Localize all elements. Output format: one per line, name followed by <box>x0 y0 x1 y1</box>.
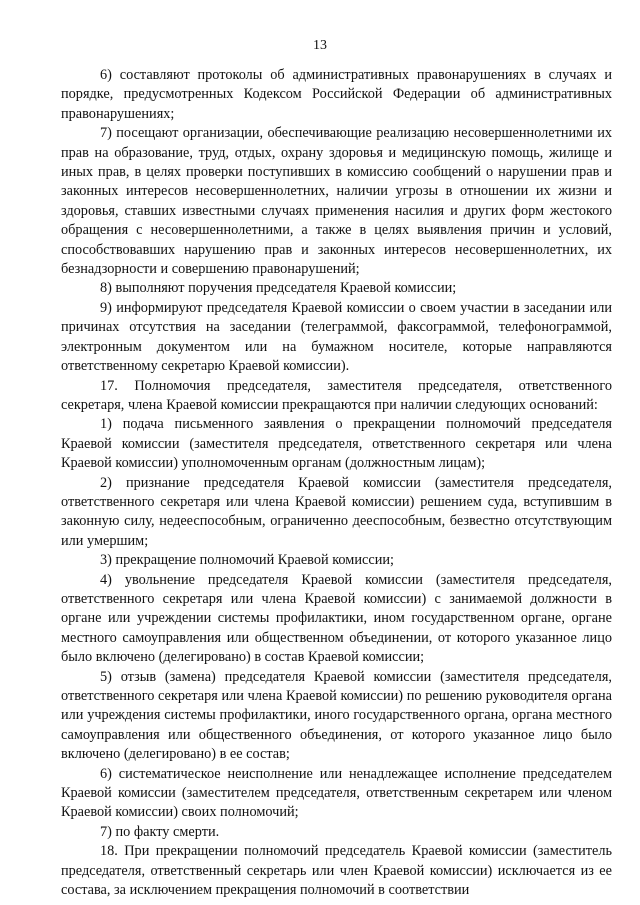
paragraph-ground-6: 6) систематическое неисполнение или ненадлежащее исполнение председателем Краевой комиссии (заместителем председателя, ответственным секретарем или членом Краевой комиссии) своих полномочий; <box>61 765 612 821</box>
page-number: 13 <box>313 38 327 53</box>
paragraph-ground-3: 3) прекращение полномочий Краевой комиссии; <box>100 552 394 569</box>
paragraph-item-7-visits: 7) посещают организации, обеспечивающие реализацию несовершеннолетними их прав на образование, труд, отдых, охрану здоровья и медицинскую помощь, жилище и иных прав, в целях проверки поступивших в комиссию сообщений о нарушении прав и законных интересов несовершеннолетних, наличии угрозы в отношении их жизни и здоровья, ставших известными случаях применения насилия и других форм жестокого обращения с несовершеннолетними, а также в целях выявления причин и условий, способствовавших нарушению прав и законных интересов несовершеннолетних, их безнадзорности и совершению правонарушений; <box>61 125 612 278</box>
paragraph-ground-2: 2) признание председателя Краевой комиссии (заместителя председателя, ответственного секретаря или члена Краевой комиссии) решением суда, вступившим в законную силу, недееспособным, ограниченно дееспособным, безвестно отсутствующим или умершим; <box>61 474 612 549</box>
paragraph-section-18: 18. При прекращении полномочий председатель Краевой комиссии (заместитель председателя, ответственный секретарь или член Краевой комиссии) исключается из ее состава, за исключением прекращения полномочий в соответствии <box>61 843 612 899</box>
paragraph-ground-4: 4) увольнение председателя Краевой комиссии (заместителя председателя, ответственного секретаря или члена Краевой комиссии) с занимаемой должности в органе или учреждении системы профилактики, ином государственном органе, органе местного самоуправления или общественном объединении, от которого указанное лицо было включено (делегировано) в состав Краевой комиссии; <box>61 571 612 666</box>
paragraph-section-17: 17. Полномочия председателя, заместителя председателя, ответственного секретаря, члена Краевой комиссии прекращаются при наличии следующих оснований: <box>61 377 612 413</box>
paragraph-ground-1: 1) подача письменного заявления о прекращении полномочий председателя Краевой комиссии (заместителя председателя, ответственного секретаря или члена Краевой комиссии) уполномоченным органам (должностным лицам); <box>61 416 612 472</box>
document-body <box>61 66 612 900</box>
paragraph-item-9-inform: 9) информируют председателя Краевой комиссии о своем участии в заседании или причинах отсутствия на заседании (телеграммой, факсограммой, телефонограммой, электронным документом или на бумажном носителе, которые направляются ответственному секретарю Краевой комиссии). <box>61 299 612 375</box>
paragraph-item-6-protocols: 6) составляют протоколы об административных правонарушениях в случаях и порядке, предусмотренных Кодексом Российской Федерации об административных правонарушениях; <box>61 67 612 122</box>
paragraph-item-8-orders: 8) выполняют поручения председателя Краевой комиссии; <box>100 280 457 297</box>
paragraph-ground-7: 7) по факту смерти. <box>100 823 220 840</box>
paragraph-ground-5: 5) отзыв (замена) председателя Краевой комиссии (заместителя председателя, ответственного секретаря или члена Краевой комиссии) по решению руководителя органа или учреждения системы профилактики, иного государственного органа, органа местного самоуправления или общественного объединения, от которого указанное лицо было включено (делегировано) в ее состав; <box>61 668 612 763</box>
